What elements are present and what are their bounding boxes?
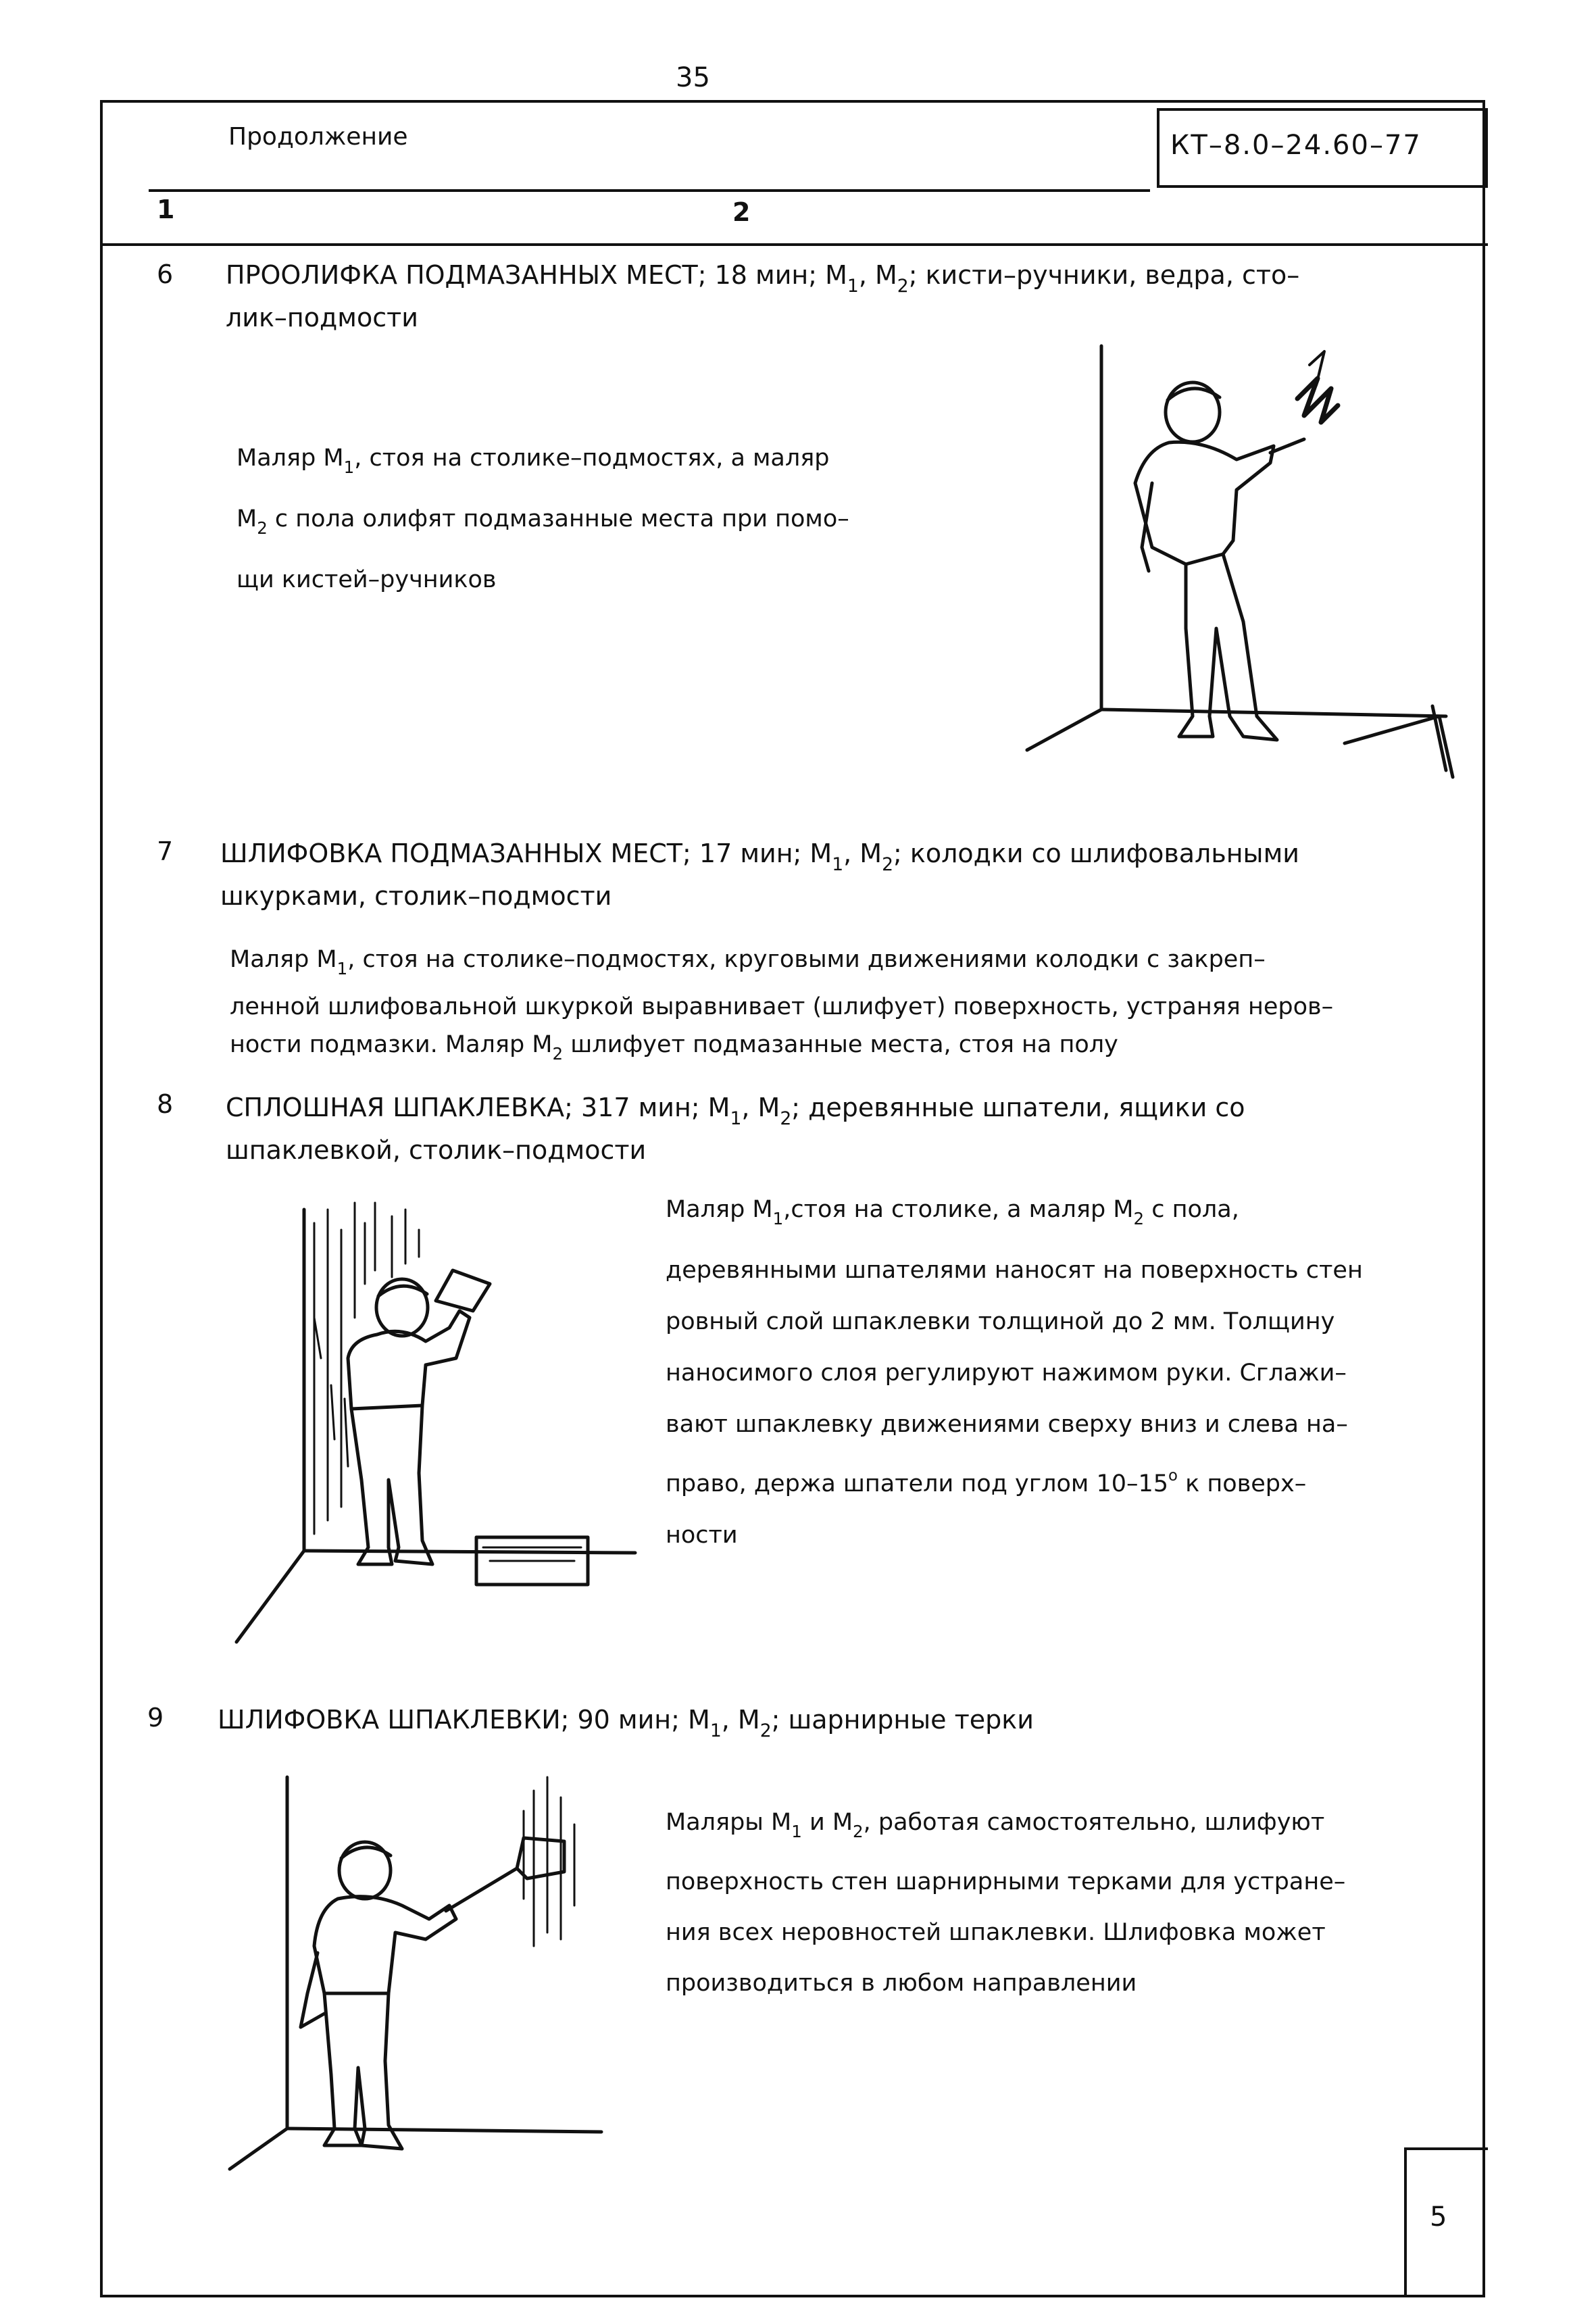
painter-priming-illustration [1014,338,1480,797]
doc-code: КТ–8.0–24.60–77 [1170,130,1422,161]
step-number: 9 [147,1703,164,1733]
step-description: Маляр $М_1$, стоя на столике–подмостях, круговыми движениями колодки с закреп– ленной шлифовальной шкуркой выравнивает (шлифует) поверхность, устраняя неров– ности подмазки. Маляр $М_2$ шлифует подмазанные места, стоя на полу [230,946,1334,1064]
sheet-number: 5 [1430,2201,1447,2233]
plasterer-filling-illustration [230,1183,649,1656]
step-title: СПЛОШНАЯ ШПАКЛЕВКА; 317 мин; $М_1$, $М_2$; деревянные шпатели, ящики со шпаклевкой, столик–подмости [226,1093,1245,1165]
column-header-2: 2 [732,197,751,227]
column-header-1: 1 [157,195,175,224]
step-title: ШЛИФОВКА ПОДМАЗАННЫХ МЕСТ; 17 мин; $М_1$, $М_2$; колодки со шлифовальными шкурками, столик–подмости [220,839,1299,911]
step-title: ШЛИФОВКА ШПАКЛЕВКИ; 90 мин; $М_1$, $М_2$; шарнирные терки [218,1705,1034,1741]
step-number: 6 [157,259,174,289]
step-description: Маляры $М_1$ и $М_2$, работая самостоятельно, шлифуют поверхность стен шарнирными терками для устране– ния всех неровностей шпаклевки. Шлифовка может производиться в любом направлении [666,1809,1346,1997]
step-title: ПРООЛИФКА ПОДМАЗАННЫХ МЕСТ; 18 мин; $М_1$, $М_2$; кисти–ручники, ведра, сто– лик–подмости [226,260,1300,332]
continuation-label: Продолжение [228,123,408,151]
page-number: 35 [676,62,710,93]
step-description: Маляр $М_1,стоя$ на столике, а маляр $М_2$ с пола, деревянными шпателями наносят на поверхность стен ровный слой шпаклевки толщиной до 2 мм. Толщину наносимого слоя регулируют нажимом руки. Сглажи– вают шпаклевку движениями сверху вниз и слева на– право, держа шпатели под углом $10-15^о$ к поверх– ности [666,1196,1363,1549]
plasterer-sanding-illustration [223,1770,628,2176]
step-number: 7 [157,837,174,866]
step-number: 8 [157,1089,174,1119]
header-rule [149,189,1150,192]
column-header-rule [100,243,1488,246]
step-description: Маляр $М_1$, стоя на столике–подмостях, а маляр $М_2$ с пола олифят подмазанные места при помо– щи кистей–ручников [236,445,849,594]
